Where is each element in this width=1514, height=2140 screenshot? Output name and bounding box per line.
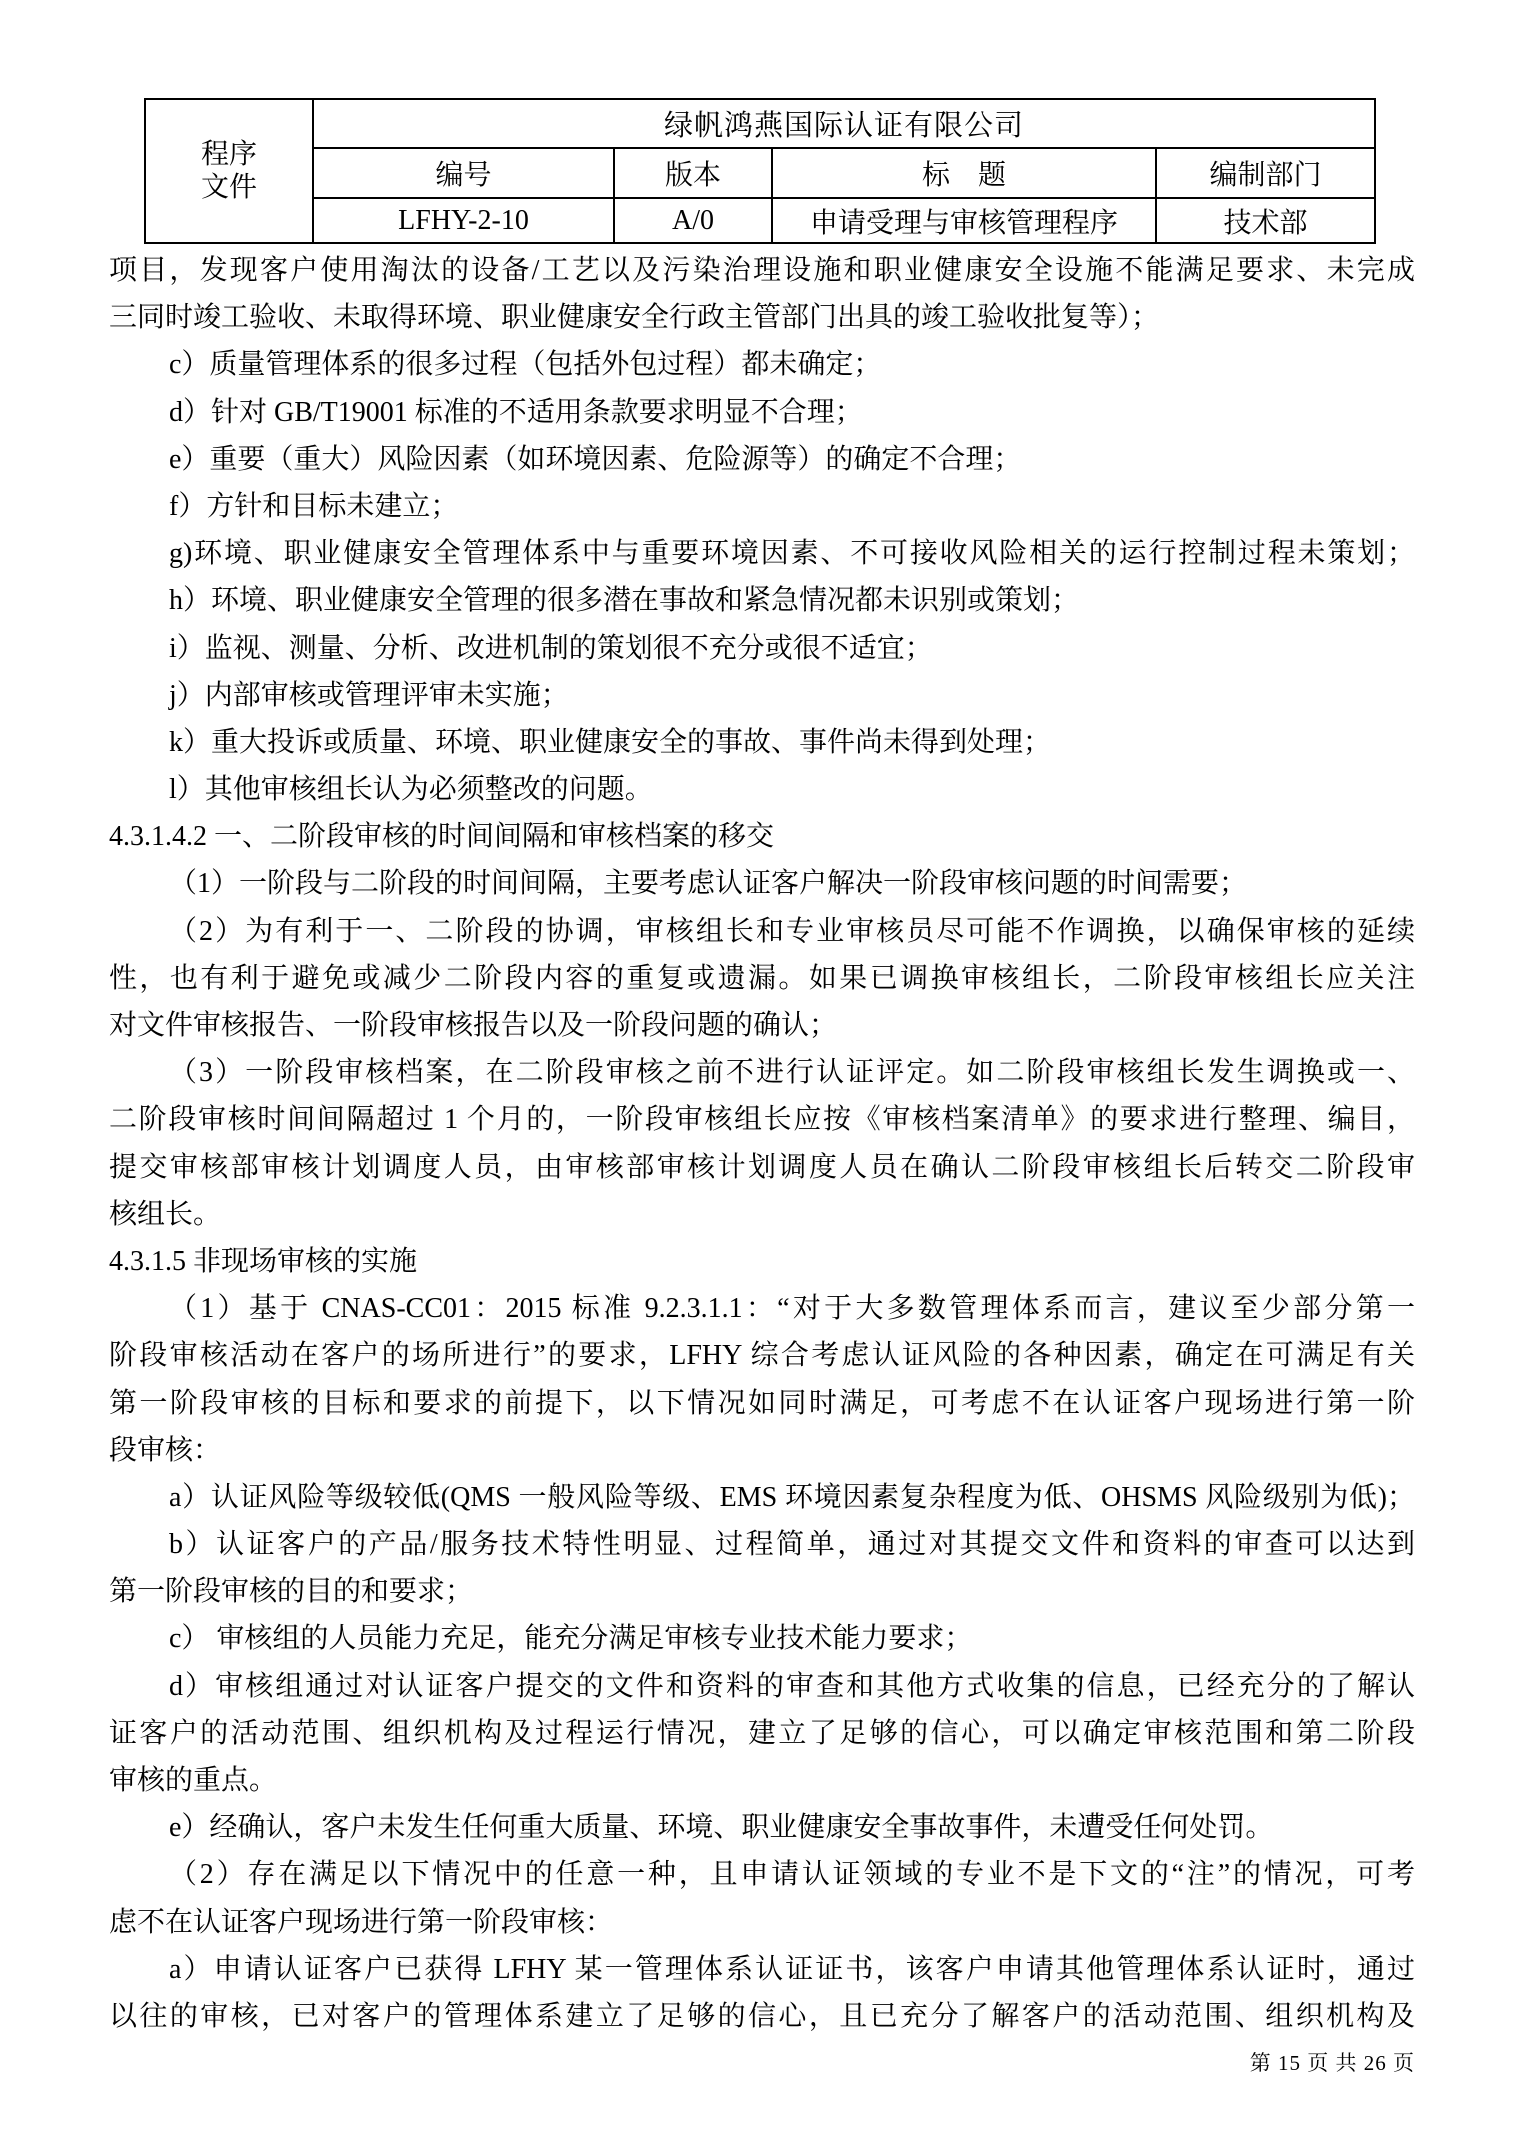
page-footer: 第 15 页 共 26 页 bbox=[1249, 2051, 1415, 2075]
document-line: （2）为有利于一、二阶段的协调，审核组长和专业审核员尽可能不作调换，以确保审核的延续 bbox=[169, 915, 1415, 947]
doc-type-cell bbox=[146, 100, 312, 242]
document-line: （3）一阶段审核档案，在二阶段审核之前不进行认证评定。如二阶段审核组长发生调换或一、 bbox=[169, 1057, 1415, 1089]
document-line: d）针对 GB/T19001 标准的不适用条款要求明显不合理； bbox=[169, 396, 863, 428]
code-value: LFHY-2-10 bbox=[312, 197, 613, 242]
document-line: 虑不在认证客户现场进行第一阶段审核： bbox=[109, 1906, 614, 1938]
document-line: 4.3.1.5 非现场审核的实施 bbox=[109, 1245, 418, 1277]
dept-label: 编制部门 bbox=[1155, 147, 1374, 197]
doc-type-line1: 程序 bbox=[200, 139, 257, 170]
document-line: 对文件审核报告、一阶段审核报告以及一阶段问题的确认； bbox=[109, 1010, 838, 1041]
document-line: a）申请认证客户已获得 LFHY 某一管理体系认证证书，该客户申请其他管理体系认证时，通过 bbox=[169, 1953, 1415, 1985]
code-label: 编号 bbox=[312, 147, 613, 197]
document-line: c）质量管理体系的很多过程（包括外包过程）都未确定； bbox=[169, 349, 882, 381]
document-line: 二阶段审核时间间隔超过 1 个月的，一阶段审核组长应按《审核档案清单》的要求进行整理、编目， bbox=[109, 1104, 1415, 1136]
document-line: （1）基于 CNAS-CC01：2015 标准 9.2.3.1.1：“对于大多数管理体系而言，建议至少部分第一 bbox=[169, 1293, 1415, 1325]
document-line: i）监视、测量、分析、改进机制的策划很不充分或很不适宜； bbox=[169, 632, 933, 664]
document-line: 第一阶段审核的目的和要求； bbox=[109, 1576, 474, 1608]
doc-type-line2: 文件 bbox=[200, 172, 257, 203]
document-line: h）环境、职业健康安全管理的很多潜在事故和紧急情况都未识别或策划； bbox=[169, 585, 1080, 617]
document-line: 证客户的活动范围、组织机构及过程运行情况，建立了足够的信心，可以确定审核范围和第二阶段 bbox=[109, 1717, 1415, 1749]
title-value: 申请受理与审核管理程序 bbox=[771, 197, 1155, 242]
document-line: g)环境、职业健康安全管理体系中与重要环境因素、不可接收风险相关的运行控制过程未策划； bbox=[169, 538, 1415, 570]
document-line: 段审核： bbox=[109, 1434, 222, 1466]
document-line: 三同时竣工验收、未取得环境、职业健康安全行政主管部门出具的竣工验收批复等）； bbox=[109, 302, 1160, 334]
document-body bbox=[109, 247, 1415, 2040]
dept-value: 技术部 bbox=[1155, 197, 1374, 242]
version-value: A/0 bbox=[613, 197, 771, 242]
title-label: 标 题 bbox=[771, 147, 1155, 197]
document-line: 以往的审核，已对客户的管理体系建立了足够的信心，且已充分了解客户的活动范围、组织机构及 bbox=[109, 2000, 1415, 2032]
document-line: 核组长。 bbox=[109, 1198, 222, 1230]
document-line: 项目，发现客户使用淘汰的设备/工艺以及污染治理设施和职业健康安全设施不能满足要求、未完成 bbox=[109, 255, 1415, 286]
document-line: l）其他审核组长认为必须整改的问题。 bbox=[169, 774, 653, 806]
document-line: 第一阶段审核的目标和要求的前提下，以下情况如同时满足，可考虑不在认证客户现场进行第一阶 bbox=[109, 1387, 1415, 1419]
document-line: 提交审核部审核计划调度人员，由审核部审核计划调度人员在确认二阶段审核组长后转交二阶段审 bbox=[109, 1151, 1415, 1183]
version-label: 版本 bbox=[613, 147, 771, 197]
document-line: d）审核组通过对认证客户提交的文件和资料的审查和其他方式收集的信息，已经充分的了解认 bbox=[169, 1670, 1415, 1702]
header-table bbox=[144, 98, 1376, 244]
document-line: k）重大投诉或质量、环境、职业健康安全的事故、事件尚未得到处理； bbox=[169, 726, 1052, 758]
document-line: 性，也有利于避免或减少二阶段内容的重复或遗漏。如果已调换审核组长，二阶段审核组长应关注 bbox=[109, 962, 1415, 994]
document-line: c） 审核组的人员能力充足，能充分满足审核专业技术能力要求； bbox=[169, 1623, 973, 1655]
document-line: j）内部审核或管理评审未实施； bbox=[169, 679, 569, 711]
document-line: （1）一阶段与二阶段的时间间隔，主要考虑认证客户解决一阶段审核问题的时间需要； bbox=[169, 868, 1248, 900]
document-line: 4.3.1.4.2 一、二阶段审核的时间间隔和审核档案的移交 bbox=[109, 821, 775, 853]
document-line: b）认证客户的产品/服务技术特性明显、过程简单，通过对其提交文件和资料的审查可以达到 bbox=[169, 1529, 1415, 1561]
document-line: f）方针和目标未建立； bbox=[169, 490, 459, 522]
document-line: e）经确认，客户未发生任何重大质量、环境、职业健康安全事故事件，未遭受任何处罚。 bbox=[169, 1812, 1274, 1844]
document-line: 阶段审核活动在客户的场所进行”的要求，LFHY 综合考虑认证风险的各种因素，确定在可满足有关 bbox=[109, 1340, 1415, 1372]
document-line: a）认证风险等级较低(QMS 一般风险等级、EMS 环境因素复杂程度为低、OHSMS 风险级别为低)； bbox=[169, 1481, 1415, 1513]
document-line: 审核的重点。 bbox=[109, 1765, 278, 1796]
company-name: 绿帆鸿燕国际认证有限公司 bbox=[312, 100, 1374, 147]
document-line: （2）存在满足以下情况中的任意一种，且申请认证领域的专业不是下文的“注”的情况，可考 bbox=[169, 1859, 1415, 1891]
document-line: e）重要（重大）风险因素（如环境因素、危险源等）的确定不合理； bbox=[169, 443, 1022, 475]
